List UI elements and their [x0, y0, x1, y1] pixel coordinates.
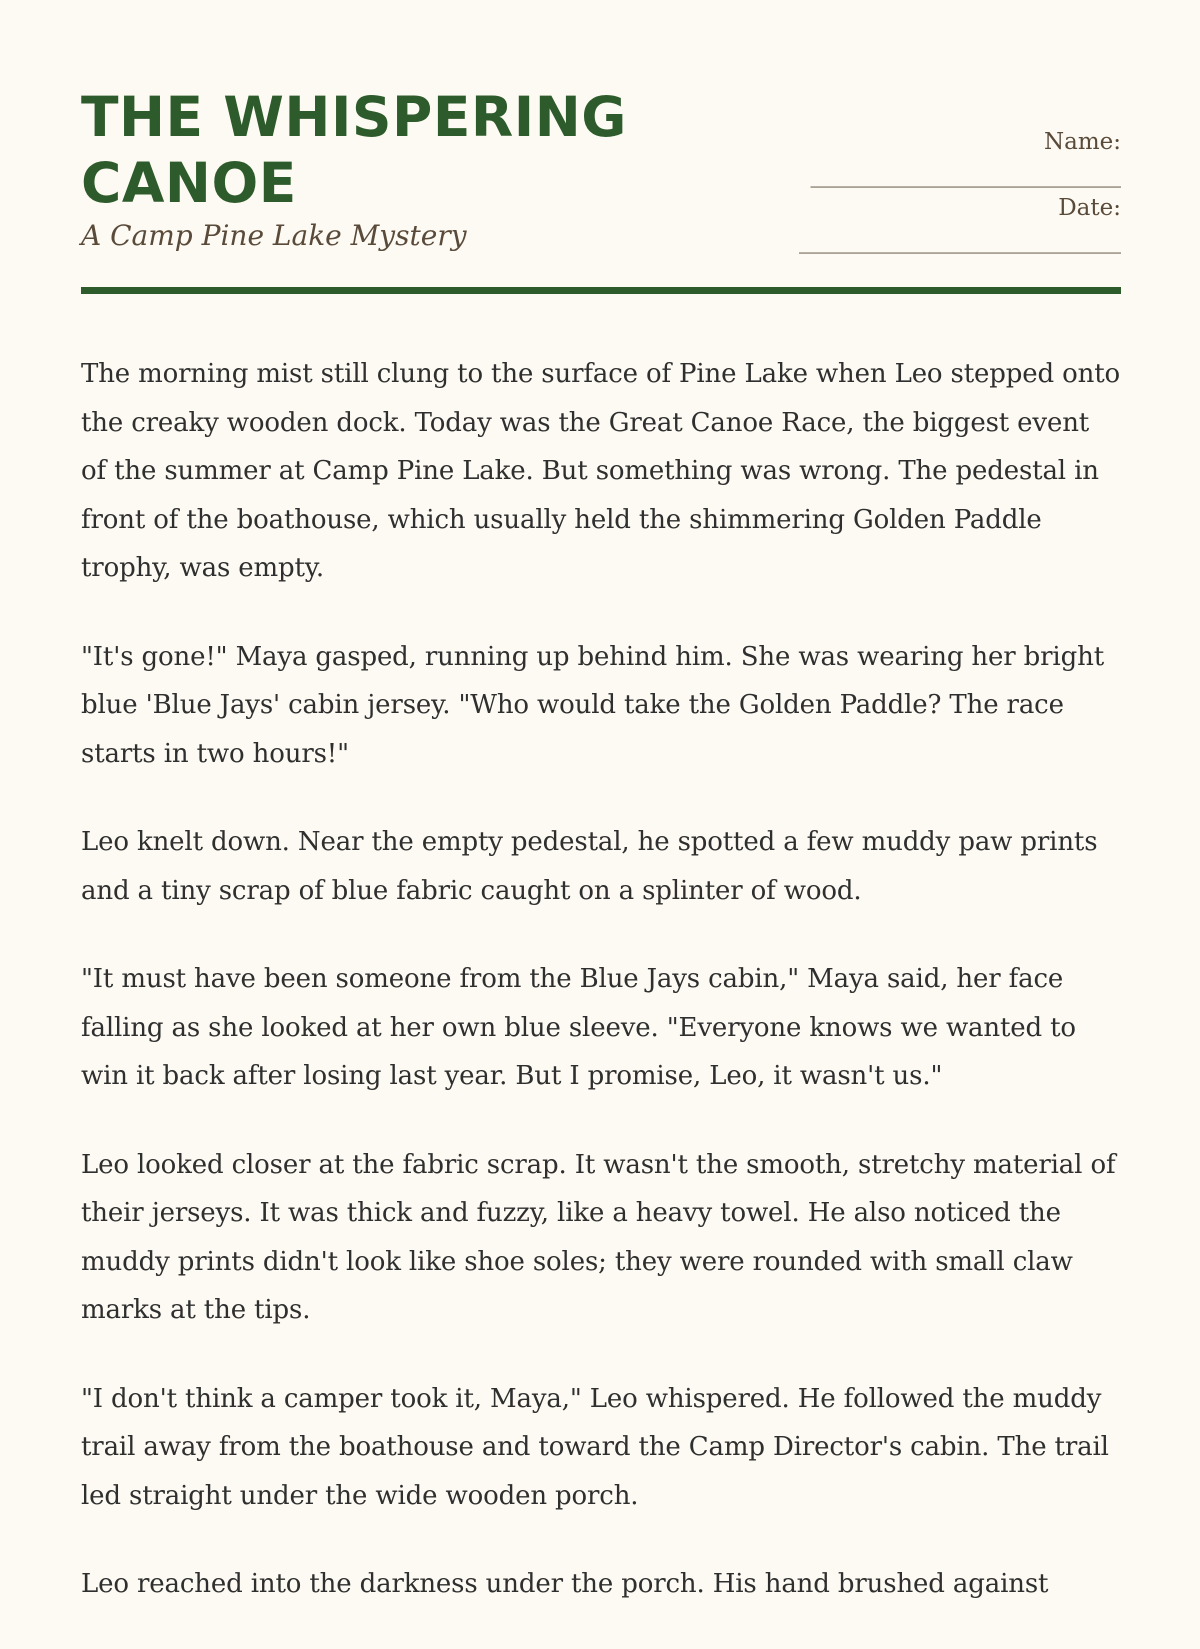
name-label: Name: [1043, 129, 1121, 155]
name-line: ___________________________ [810, 162, 1121, 188]
worksheet-header [81, 0, 1121, 296]
student-info [761, 126, 1121, 258]
date-label: Date: [1058, 195, 1121, 221]
story-title: THE WHISPERING CANOE [81, 85, 627, 215]
story-paragraph: The morning mist still clung to the surface of Pine Lake when Leo stepped onto the creaky wooden dock. Today was the Great Canoe Race, the biggest event of the summer at Camp Pine Lake. But something was wrong. The pedestal in front of the boathouse, which usually held the shimmering Golden Paddle trophy, was empty. [81, 359, 1121, 583]
header-divider [81, 287, 1121, 294]
story-subtitle: A Camp Pine Lake Mystery [81, 219, 467, 252]
story-paragraph: "I don't think a camper took it, Maya," Leo whispered. He followed the muddy trail away from the boathouse and toward the Camp Director's cabin. The trail led straight under the wide wooden porch. [81, 1383, 1109, 1511]
story-paragraph: Leo knelt down. Near the empty pedestal, he spotted a few muddy paw prints and a tiny scrap of blue fabric caught on a splinter of wood. [81, 827, 1098, 906]
story-paragraph: "It must have been someone from the Blue Jays cabin," Maya said, her face falling as she looked at her own blue sleeve. "Everyone knows we wanted to win it back after losing last year. But I promise, Leo, it wasn't us." [81, 964, 1076, 1091]
story-paragraph: Leo looked closer at the fabric scrap. It wasn't the smooth, stretchy material of their jerseys. It was thick and fuzzy, like a heavy towel. He also noticed the muddy prints didn't look like shoe soles; they were rounded with small claw marks at the tips. [81, 1149, 1116, 1325]
story-body [81, 350, 1121, 1649]
story-paragraph: Leo reached into the darkness under the porch. His hand brushed against [81, 1569, 1049, 1599]
worksheet-page [81, 0, 1121, 1600]
date-line: ____________________________ [799, 228, 1121, 254]
story-paragraph: "It's gone!" Maya gasped, running up behind him. She was wearing her bright blue 'Blue Jays' cabin jersey. "Who would take the Golden Paddle? The race starts in two hours!" [81, 641, 1104, 769]
